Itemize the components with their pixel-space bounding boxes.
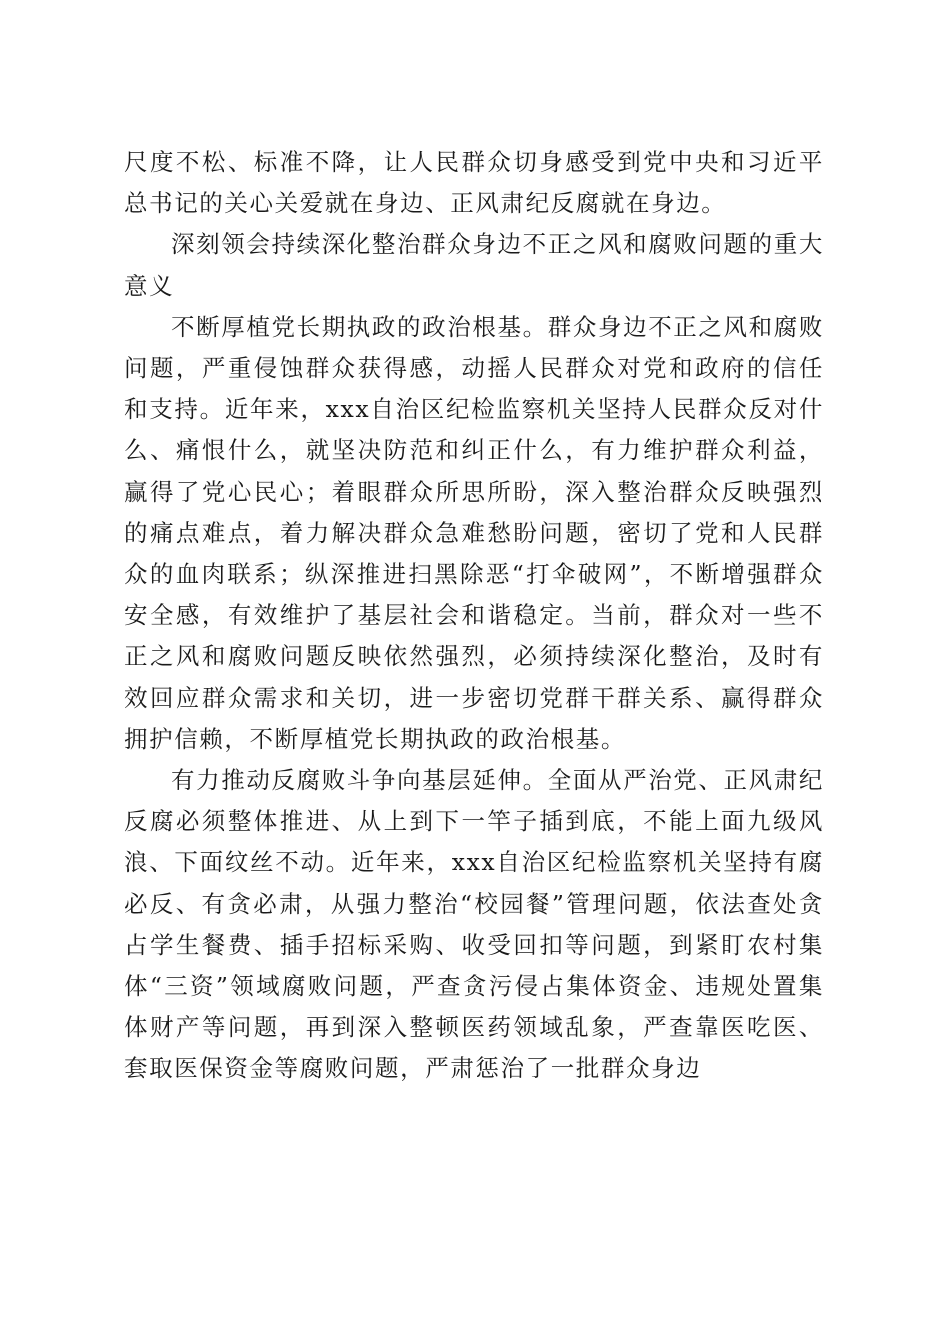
section-heading: 深刻领会持续深化整治群众身边不正之风和腐败问题的重大意义 (124, 230, 824, 300)
paragraph-anti-corruption-grassroots: 有力推动反腐败斗争向基层延伸。全面从严治党、正风肃纪反腐必须整体推进、从上到下一竿子插到底，不能上面九级风浪、下面纹丝不动。近年来，xxx自治区纪检监察机关坚持有腐必反、有贪必肃，从强力整治“校园餐”管理问题，依法查处贪占学生餐费、插手招标采购、收受回扣等问题，到紧盯农村集体“三资”领域腐败问题，严查贪污侵占集体资金、违规处置集体财产等问题，再到深入整顿医药领域乱象，严查靠医吃医、套取医保资金等腐败问题，严肃惩治了一批群众身边 (124, 766, 824, 1083)
paragraph-continuation: 尺度不松、标准不降，让人民群众切身感受到党中央和习近平总书记的关心关爱就在身边、正风肃纪反腐就在身边。 (124, 148, 824, 218)
paragraph-political-foundation: 不断厚植党长期执政的政治根基。群众身边不正之风和腐败问题，严重侵蚀群众获得感，动摇人民群众对党和政府的信任和支持。近年来，xxx自治区纪检监察机关坚持人民群众反对什么、痛恨什么，就坚决防范和纠正什么，有力维护群众利益，赢得了党心民心；着眼群众所思所盼，深入整治群众反映强烈的痛点难点，着力解决群众急难愁盼问题，密切了党和人民群众的血肉联系；纵深推进扫黑除恶“打伞破网”，不断增强群众安全感，有效维护了基层社会和谐稳定。当前，群众对一些不正之风和腐败问题反映依然强烈，必须持续深化整治，及时有效回应群众需求和关切，进一步密切党群干群关系、赢得群众拥护信赖，不断厚植党长期执政的政治根基。 (124, 312, 824, 753)
document-body (124, 142, 824, 1090)
